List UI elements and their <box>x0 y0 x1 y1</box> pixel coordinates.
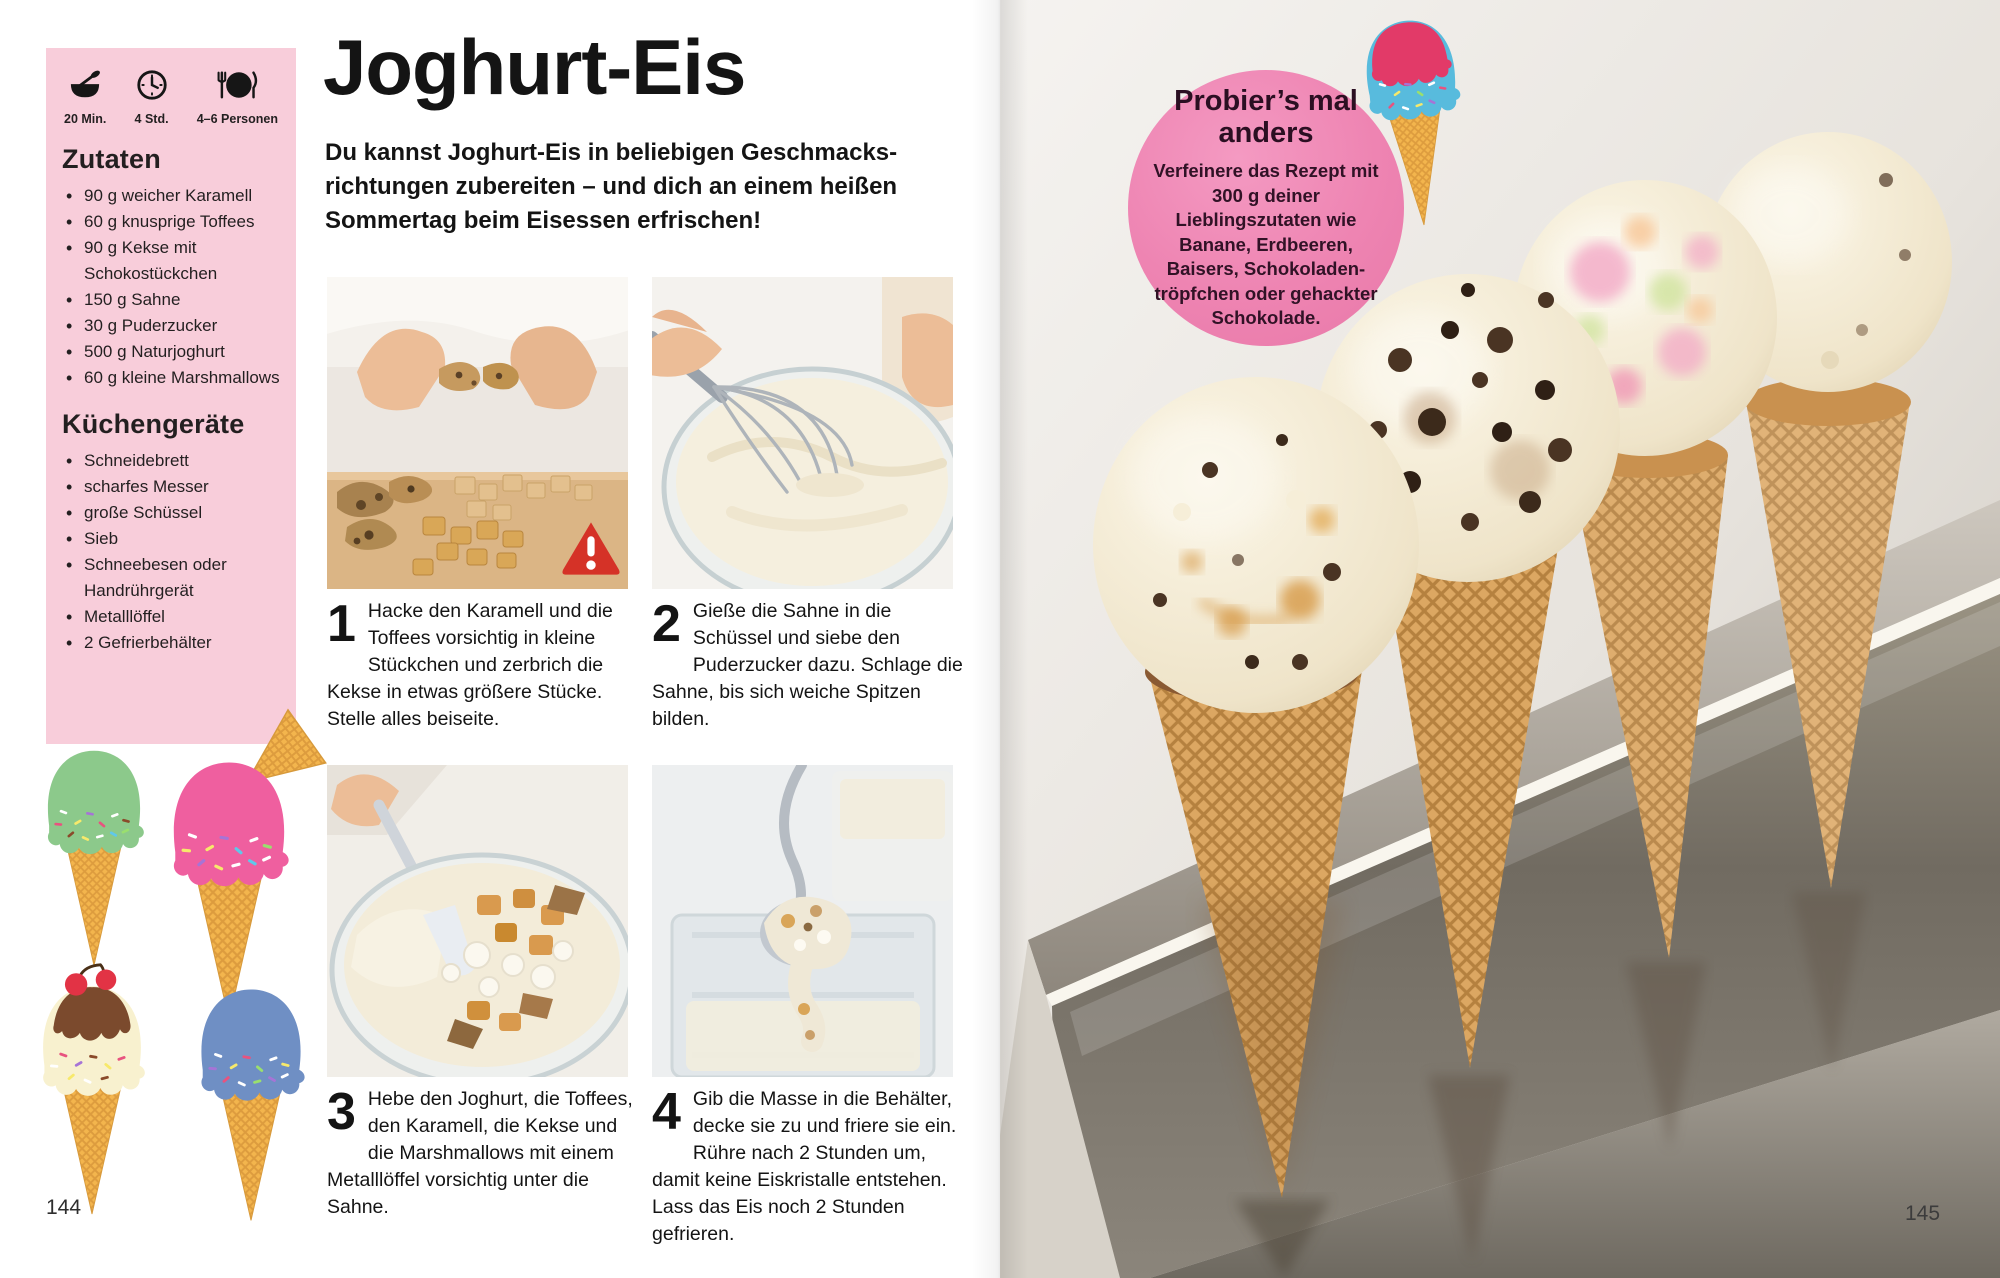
step-3 <box>327 1083 643 1221</box>
page-number-left: 144 <box>46 1196 82 1219</box>
tool-item: • Sieb <box>62 526 280 552</box>
step-3-number: 3 <box>327 1083 356 1141</box>
tip-heading: Probier’s mal anders <box>1174 84 1358 149</box>
ingredient-item: • 30 g Puderzucker <box>62 313 280 339</box>
freeze-time <box>135 68 169 126</box>
plate-icon <box>214 68 260 107</box>
freeze-time-label: 4 Std. <box>134 112 169 126</box>
tool-item: • Metalllöffel <box>62 604 280 630</box>
ice-cream-illustration-blue <box>180 980 322 1228</box>
step-photo-4 <box>652 765 953 1077</box>
servings-label: 4–6 Personen <box>196 112 278 126</box>
recipe-intro: Du kannst Joghurt-Eis in beliebigen Geschmacksrichtungen zubereiten – und dich an einem heißen Sommertag beim Eisessen erfrischen! <box>325 139 898 235</box>
ingredient-item: • 90 g Kekse mit Schokostückchen <box>62 235 280 287</box>
ice-cream-illustration-green <box>28 742 160 973</box>
warning-icon <box>559 519 623 577</box>
servings <box>197 68 278 126</box>
ingredient-item: • 150 g Sahne <box>62 287 280 313</box>
ingredient-item: • 90 g weicher Karamell <box>62 183 280 209</box>
recipe-meta-row <box>62 68 280 126</box>
ingredients-heading: Zutaten <box>62 144 161 174</box>
prep-time-label: 20 Min. <box>64 112 107 126</box>
step-4 <box>652 1083 968 1248</box>
prep-time <box>64 70 106 126</box>
ingredient-item: • 60 g kleine Marshmallows <box>62 365 280 391</box>
step-1-number: 1 <box>327 595 356 653</box>
step-1 <box>327 595 643 733</box>
step-photo-3 <box>327 765 628 1077</box>
ingredients-panel <box>46 48 296 744</box>
tool-item: • Schneidebrett <box>62 448 280 474</box>
step-photo-2 <box>652 277 953 589</box>
step-2-text: Gieße die Sahne in die Schüssel und siebe den Puderzucker dazu. Schlage die Sahne, bis sich weiche Spitzen bilden. <box>652 600 963 730</box>
page-number-right: 145 <box>1905 1202 1941 1225</box>
tool-item: • scharfes Messer <box>62 474 280 500</box>
step-photo-1 <box>327 277 628 589</box>
tools-heading: Küchengeräte <box>62 409 245 439</box>
step-4-text: Gib die Masse in die Behälter, decke sie zu und friere sie ein. Rühre nach 2 Stunden um, damit keine Eiskristalle entstehen. Lass das Eis noch 2 Stunden gefrieren. <box>652 1088 957 1245</box>
page-title: Joghurt-Eis <box>323 23 746 111</box>
ingredient-item: • 60 g knusprige Toffees <box>62 209 280 235</box>
tool-item: • Schneebesen oder Handrührgerät <box>62 552 280 604</box>
ingredients-list <box>62 183 280 391</box>
step-2 <box>652 595 968 733</box>
ingredient-item: • 500 g Naturjoghurt <box>62 339 280 365</box>
scoop-caramel <box>1093 377 1419 713</box>
tool-item: • große Schüssel <box>62 500 280 526</box>
tools-list <box>62 448 280 656</box>
ice-cream-illustration-cyan <box>1343 7 1488 237</box>
right-page <box>1000 0 2000 1278</box>
step-4-number: 4 <box>652 1083 681 1141</box>
step-2-number: 2 <box>652 595 681 653</box>
bowl-icon <box>66 70 104 107</box>
tip-body: Verfeinere das Rezept mit 300 g deiner Lieblingszutaten wie Banane, Erdbeeren, Baisers, Schokoladentröpfchen oder gehackter Schokolade. <box>1153 160 1379 328</box>
tool-item: • 2 Gefrierbehälter <box>62 630 280 656</box>
step-3-text: Hebe den Joghurt, die Toffees, den Karamell, die Kekse und die Marshmallows mit einem Metalllöffel vorsichtig unter die Sahne. <box>327 1088 633 1218</box>
ice-cream-illustration-sundae <box>22 962 162 1221</box>
step-1-text: Hacke den Karamell und die Toffees vorsichtig in kleine Stückchen und zerbrich die Kekse in etwas größere Stücke. Stelle alles beiseite. <box>327 600 613 730</box>
clock-icon <box>135 68 169 107</box>
